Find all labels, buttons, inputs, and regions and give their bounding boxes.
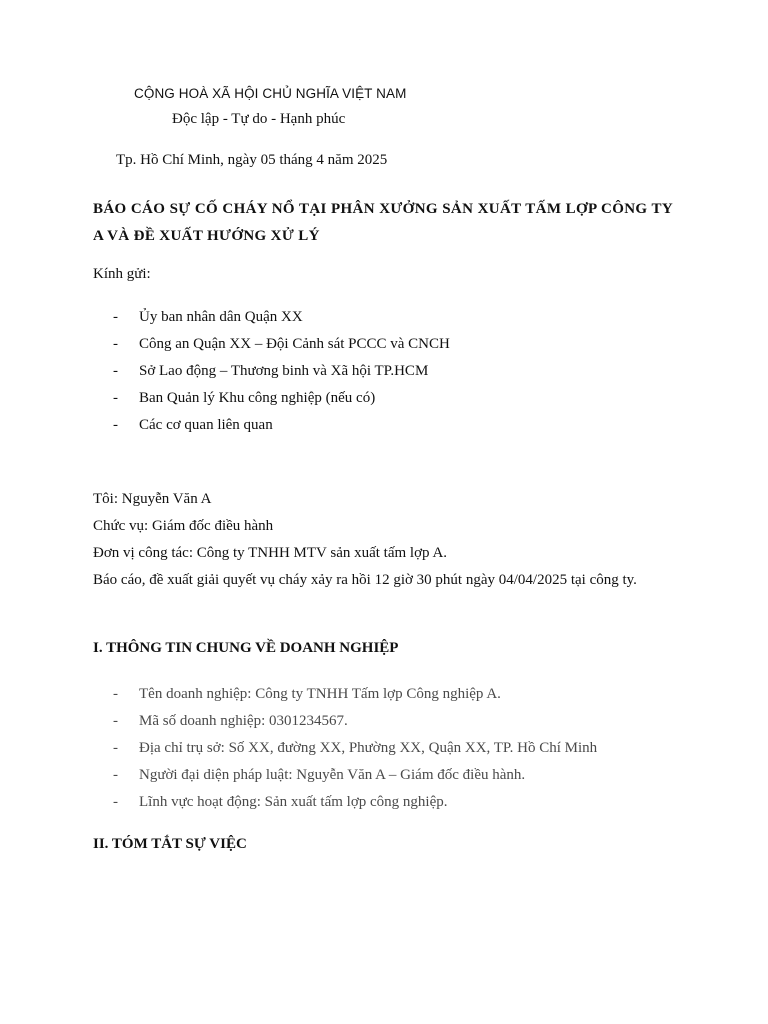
list-dash: -	[113, 713, 118, 729]
list-item: - Địa chỉ trụ sở: Số XX, đường XX, Phường XX, Quận XX, TP. Hồ Chí Minh	[93, 737, 597, 764]
author-name: Tôi: Nguyễn Văn A	[93, 491, 212, 507]
author-position: Chức vụ: Giám đốc điều hành	[93, 518, 274, 534]
list-item: - Tên doanh nghiệp: Công ty TNHH Tấm lợp Công nghiệp A.	[93, 683, 597, 710]
nation-header: CỘNG HOÀ XÃ HỘI CHỦ NGHĨA VIỆT NAM	[134, 86, 407, 101]
list-dash: -	[113, 390, 118, 406]
report-statement: Báo cáo, đề xuất giải quyết vụ cháy xảy ra hồi 12 giờ 30 phút ngày 04/04/2025 tại công ty.	[93, 572, 637, 588]
list-item: - Mã số doanh nghiệp: 0301234567.	[93, 710, 597, 737]
list-dash: -	[113, 417, 118, 433]
list-dash: -	[113, 336, 118, 352]
list-item: - Sở Lao động – Thương binh và Xã hội TP.HCM	[93, 360, 450, 387]
section-2-heading: II. TÓM TẮT SỰ VIỆC	[93, 836, 247, 852]
list-item: - Người đại diện pháp luật: Nguyễn Văn A – Giám đốc điều hành.	[93, 764, 597, 791]
list-dash: -	[113, 363, 118, 379]
recipient-list	[93, 306, 450, 441]
list-item: - Ban Quản lý Khu công nghiệp (nếu có)	[93, 387, 450, 414]
section-1-heading: I. THÔNG TIN CHUNG VỀ DOANH NGHIỆP	[93, 640, 399, 656]
list-dash: -	[113, 767, 118, 783]
list-item: - Công an Quận XX – Đội Cảnh sát PCCC và CNCH	[93, 333, 450, 360]
list-dash: -	[113, 686, 118, 702]
list-dash: -	[113, 794, 118, 810]
list-item: - Các cơ quan liên quan	[93, 414, 450, 441]
intro-block	[93, 486, 673, 594]
company-info-list	[93, 683, 597, 818]
report-title: BÁO CÁO SỰ CỐ CHÁY NỔ TẠI PHÂN XƯỞNG SẢN XUẤT TẤM LỢP CÔNG TY A VÀ ĐỀ XUẤT HƯỚNG XỬ LÝ	[93, 201, 673, 244]
list-dash: -	[113, 740, 118, 756]
list-item: - Ủy ban nhân dân Quận XX	[93, 306, 450, 333]
list-dash: -	[113, 309, 118, 325]
place-date: Tp. Hồ Chí Minh, ngày 05 tháng 4 năm 2025	[116, 152, 388, 168]
list-item: - Lĩnh vực hoạt động: Sản xuất tấm lợp công nghiệp.	[93, 791, 597, 818]
motto: Độc lập - Tự do - Hạnh phúc	[172, 111, 346, 127]
salutation: Kính gửi:	[93, 266, 151, 282]
author-unit: Đơn vị công tác: Công ty TNHH MTV sản xuất tấm lợp A.	[93, 545, 448, 561]
